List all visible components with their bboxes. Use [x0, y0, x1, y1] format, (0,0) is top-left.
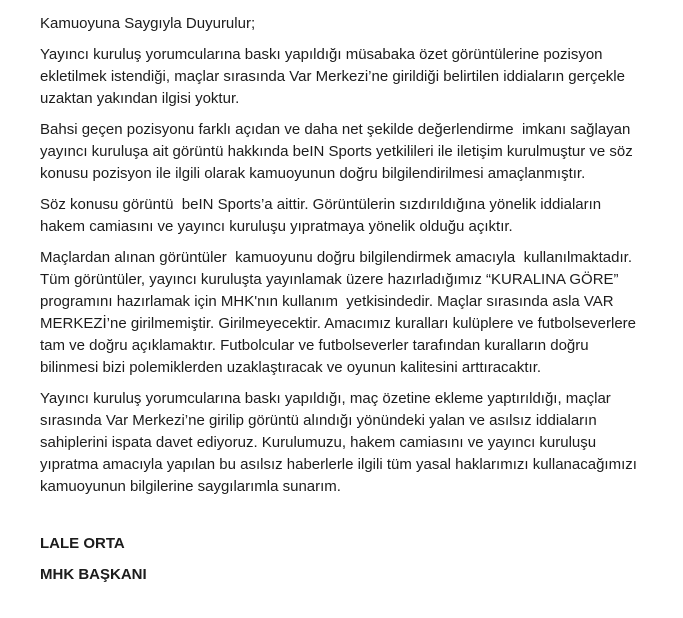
- salutation-line: Kamuoyuna Saygıyla Duyurulur;: [40, 15, 256, 32]
- paragraph-bein-contact: Bahsi geçen pozisyonu farklı açıdan ve daha net şekilde değerlendirme imkanı sağlayan yayıncı kuruluşa ait görüntü hakkında beIN Sports yetkilileri ile iletişim kurulmuştur ve söz konusu pozisyon ile ilgili olarak kamuoyunun doğru bilgilendirilmesi amaçlanmıştır.: [40, 121, 637, 182]
- paragraph-kuralina-gore: Maçlardan alınan görüntüler kamuoyunu doğru bilgilendirmek amacıyla kullanılmaktadır. Tüm görüntüler, yayıncı kuruluşta yayınlamak üzere hazırladığımız “KURALINA GÖRE” programını hazırlamak için MHK'nın kullanım yetkisindedir. Maçlar sırasında asla VAR MERKEZİ’ne girilmemiştir. Girilmeyecektir. Amacımız kuralları kulüplere ve futbolseverlere tam ve doğru açıklamaktır. Futbolcular ve futbolseverler tarafından kuralların doğru bilinmesi bizi polemiklerden uzaklaştıracak ve oyunun kalitesini arttıracaktır.: [40, 249, 641, 376]
- paragraph-legal-action: Yayıncı kuruluş yorumcularına baskı yapıldığı, maç özetine ekleme yaptırıldığı, maçlar sırasında Var Merkezi’ne girilip görüntü alındığı yönündeki yalan ve asılsız iddiaların sahiplerini ispata davet ediyoruz. Kurulumuzu, hakem camiasını ve yayıncı kuruluşu yıpratma amacıyla yapılan bu asılsız haberlerle ilgili tüm yasal haklarımızı kullanacağımızı kamuoyunun bilgilerine saygılarımla sunarım.: [40, 390, 642, 495]
- signature-title: MHK BAŞKANI: [40, 566, 147, 583]
- paragraph-claims-denial: Yayıncı kuruluş yorumcularına baskı yapıldığı müsabaka özet görüntülerine pozisyon ekletilmek istendiği, maçlar sırasında Var Merkezi’ne girildiği belirtilen iddiaların gerçekle uzaktan yakından ilgisi yoktur.: [40, 46, 630, 107]
- paragraph-footage-ownership: Söz konusu görüntü beIN Sports’a aittir. Görüntülerin sızdırıldığına yönelik iddiaların hakem camiasını ve yayıncı kuruluşu yıpratmaya yönelik olduğu açıktır.: [40, 196, 606, 235]
- signature-block: [40, 533, 647, 586]
- signature-name: LALE ORTA: [40, 535, 125, 552]
